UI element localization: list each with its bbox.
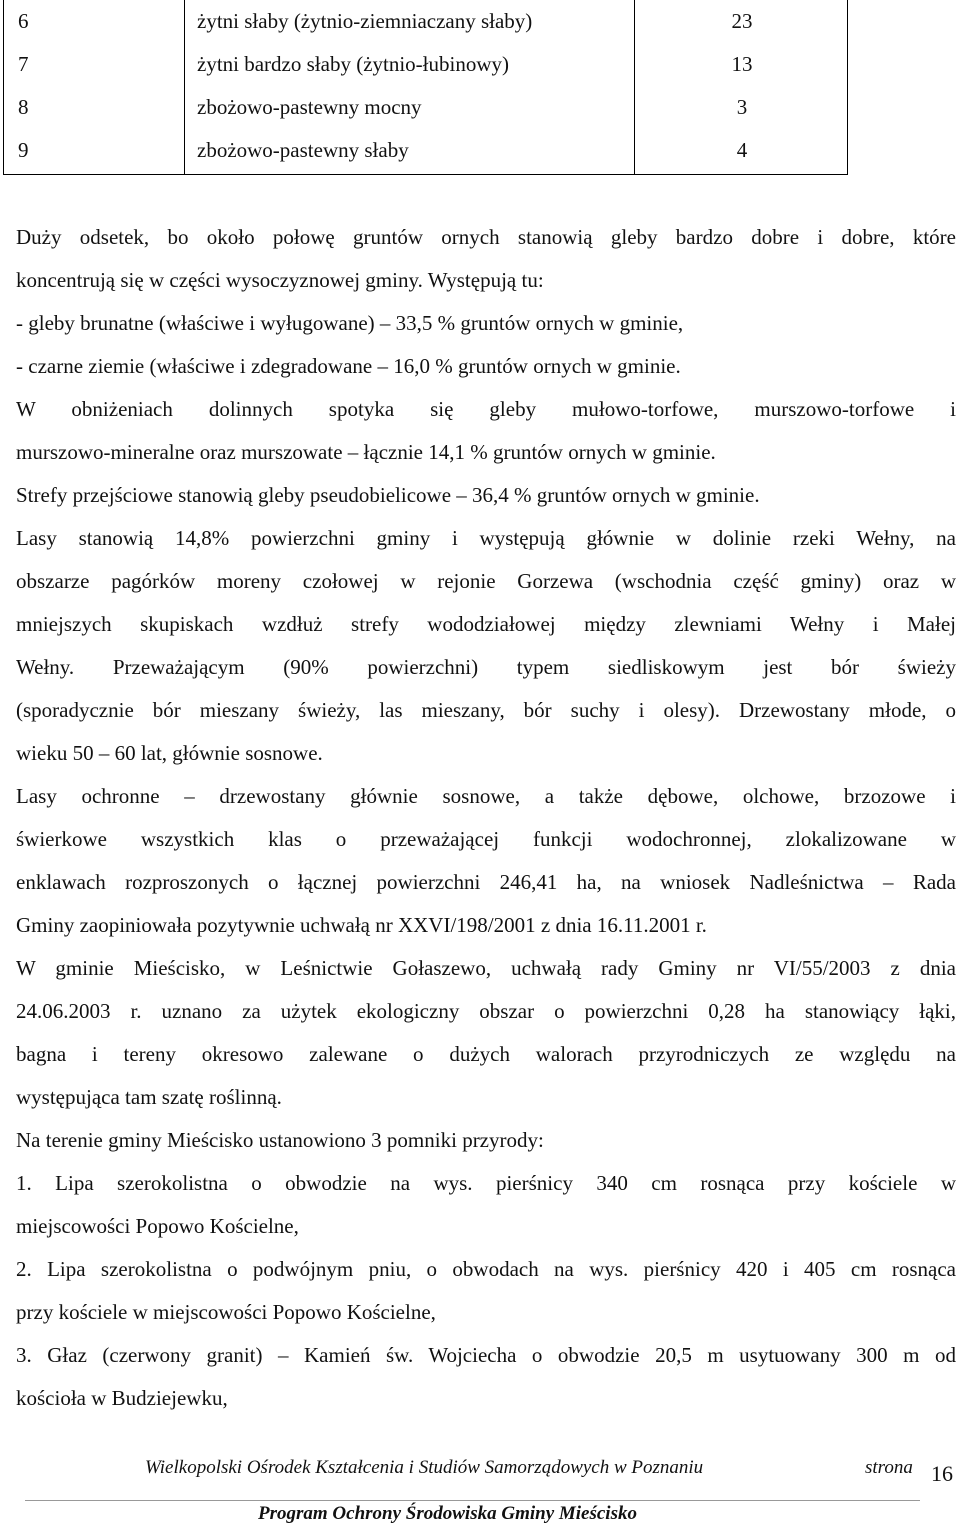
- text-line: murszowo-mineralne oraz murszowate – łącznie 14,1 % gruntów ornych w gminie.: [16, 440, 716, 464]
- soil-complex-name: zbożowo-pastewny mocny: [197, 95, 422, 119]
- footer-program-title: Program Ochrony Środowiska Gminy Mieścisko: [258, 1503, 637, 1524]
- text-line: 24.06.2003 r. uznano za użytek ekologiczny obszar o powierzchni 0,28 ha stanowiący łąki,: [16, 999, 956, 1023]
- text-line: Gminy zaopiniowała pozytywnie uchwałą nr XXVI/198/2001 z dnia 16.11.2001 r.: [16, 913, 707, 937]
- page-footer: [145, 1455, 960, 1485]
- page-number: 16: [931, 1461, 953, 1486]
- text-line: świerkowe wszystkich klas o przeważającej funkcji wodochronnej, zlokalizowane w: [16, 827, 956, 851]
- footer-institution: Wielkopolski Ośrodek Kształcenia i Studiów Samorządowych w Poznaniu: [145, 1457, 704, 1478]
- text-line: obszarze pagórków moreny czołowej w rejonie Gorzewa (wschodnia część gminy) oraz w: [16, 569, 956, 593]
- table-row: [4, 0, 847, 43]
- soil-complex-name: żytni bardzo słaby (żytnio-łubinowy): [197, 52, 510, 76]
- soil-complex-value: 4: [736, 138, 748, 162]
- text-line: 3. Głaz (czerwony granit) – Kamień św. Wojciecha o obwodzie 20,5 m usytuowany 300 m od: [16, 1343, 956, 1367]
- text-line: wieku 50 – 60 lat, głównie sosnowe.: [16, 741, 323, 765]
- table-row: [4, 43, 847, 86]
- row-number: 9: [18, 138, 29, 162]
- text-line: Strefy przejściowe stanowią gleby pseudobielicowe – 36,4 % gruntów ornych w gminie.: [16, 483, 760, 507]
- text-line: (sporadycznie bór mieszany świeży, las mieszany, bór suchy i olesy). Drzewostany młode, o: [16, 698, 956, 722]
- text-line: bagna i tereny okresowo zalewane o dużych walorach przyrodniczych ze względu na: [16, 1042, 956, 1066]
- text-line: W gminie Mieścisko, w Leśnictwie Gołaszewo, uchwałą rady Gminy nr VI/55/2003 z dnia: [16, 956, 956, 980]
- soil-complex-name: żytni słaby (żytnio-ziemniaczany słaby): [197, 9, 533, 33]
- text-line: miejscowości Popowo Kościelne,: [16, 1214, 299, 1238]
- text-line: przy kościele w miejscowości Popowo Kościelne,: [16, 1300, 436, 1324]
- soil-complex-value: 23: [731, 9, 753, 33]
- row-number: 6: [18, 9, 29, 33]
- table-row: [4, 129, 847, 172]
- text-line: mniejszych skupiskach wzdłuż strefy wododziałowej między zlewniami Wełny i Małej: [16, 612, 956, 636]
- text-line: Lasy ochronne – drzewostany głównie sosnowe, a także dębowe, olchowe, brzozowe i: [16, 784, 956, 808]
- row-number: 7: [18, 52, 29, 76]
- row-number: 8: [18, 95, 29, 119]
- text-line: Lasy stanowią 14,8% powierzchni gminy i występują głównie w dolinie rzeki Wełny, na: [16, 526, 956, 550]
- text-line: W obniżeniach dolinnych spotyka się gleby mułowo-torfowe, murszowo-torfowe i: [16, 397, 956, 421]
- soil-complex-value: 3: [736, 95, 748, 119]
- text-line: występująca tam szatę roślinną.: [16, 1085, 282, 1109]
- text-line: Duży odsetek, bo około połowę gruntów ornych stanowią gleby bardzo dobre i dobre, które: [16, 225, 956, 249]
- text-line: 1. Lipa szerokolistna o obwodzie na wys. pierśnicy 340 cm rosnąca przy kościele w: [16, 1171, 956, 1195]
- soil-complex-name: zbożowo-pastewny słaby: [197, 138, 409, 162]
- text-line: 2. Lipa szerokolistna o podwójnym pniu, o obwodach na wys. pierśnicy 420 i 405 cm rosnąca: [16, 1257, 956, 1281]
- text-line: - czarne ziemie (właściwe i zdegradowane – 16,0 % gruntów ornych w gminie.: [16, 354, 681, 378]
- text-line: - gleby brunatne (właściwe i wyługowane) – 33,5 % gruntów ornych w gminie,: [16, 311, 684, 335]
- footer-page-label: strona: [865, 1457, 913, 1478]
- text-line: Wełny. Przeważającym (90% powierzchni) typem siedliskowym jest bór świeży: [16, 655, 956, 679]
- table-row: [4, 86, 847, 129]
- soil-complex-value: 13: [731, 52, 753, 76]
- text-line: Na terenie gminy Mieścisko ustanowiono 3 pomniki przyrody:: [16, 1128, 544, 1152]
- soil-complex-table: [3, 0, 848, 175]
- text-line: koncentrują się w części wysoczyznowej gminy. Występują tu:: [16, 268, 544, 292]
- text-line: enklawach rozproszonych o łącznej powierzchni 246,41 ha, na wniosek Nadleśnictwa – Rada: [16, 870, 956, 894]
- text-line: kościoła w Budziejewku,: [16, 1386, 228, 1410]
- footer-divider: [25, 1500, 920, 1501]
